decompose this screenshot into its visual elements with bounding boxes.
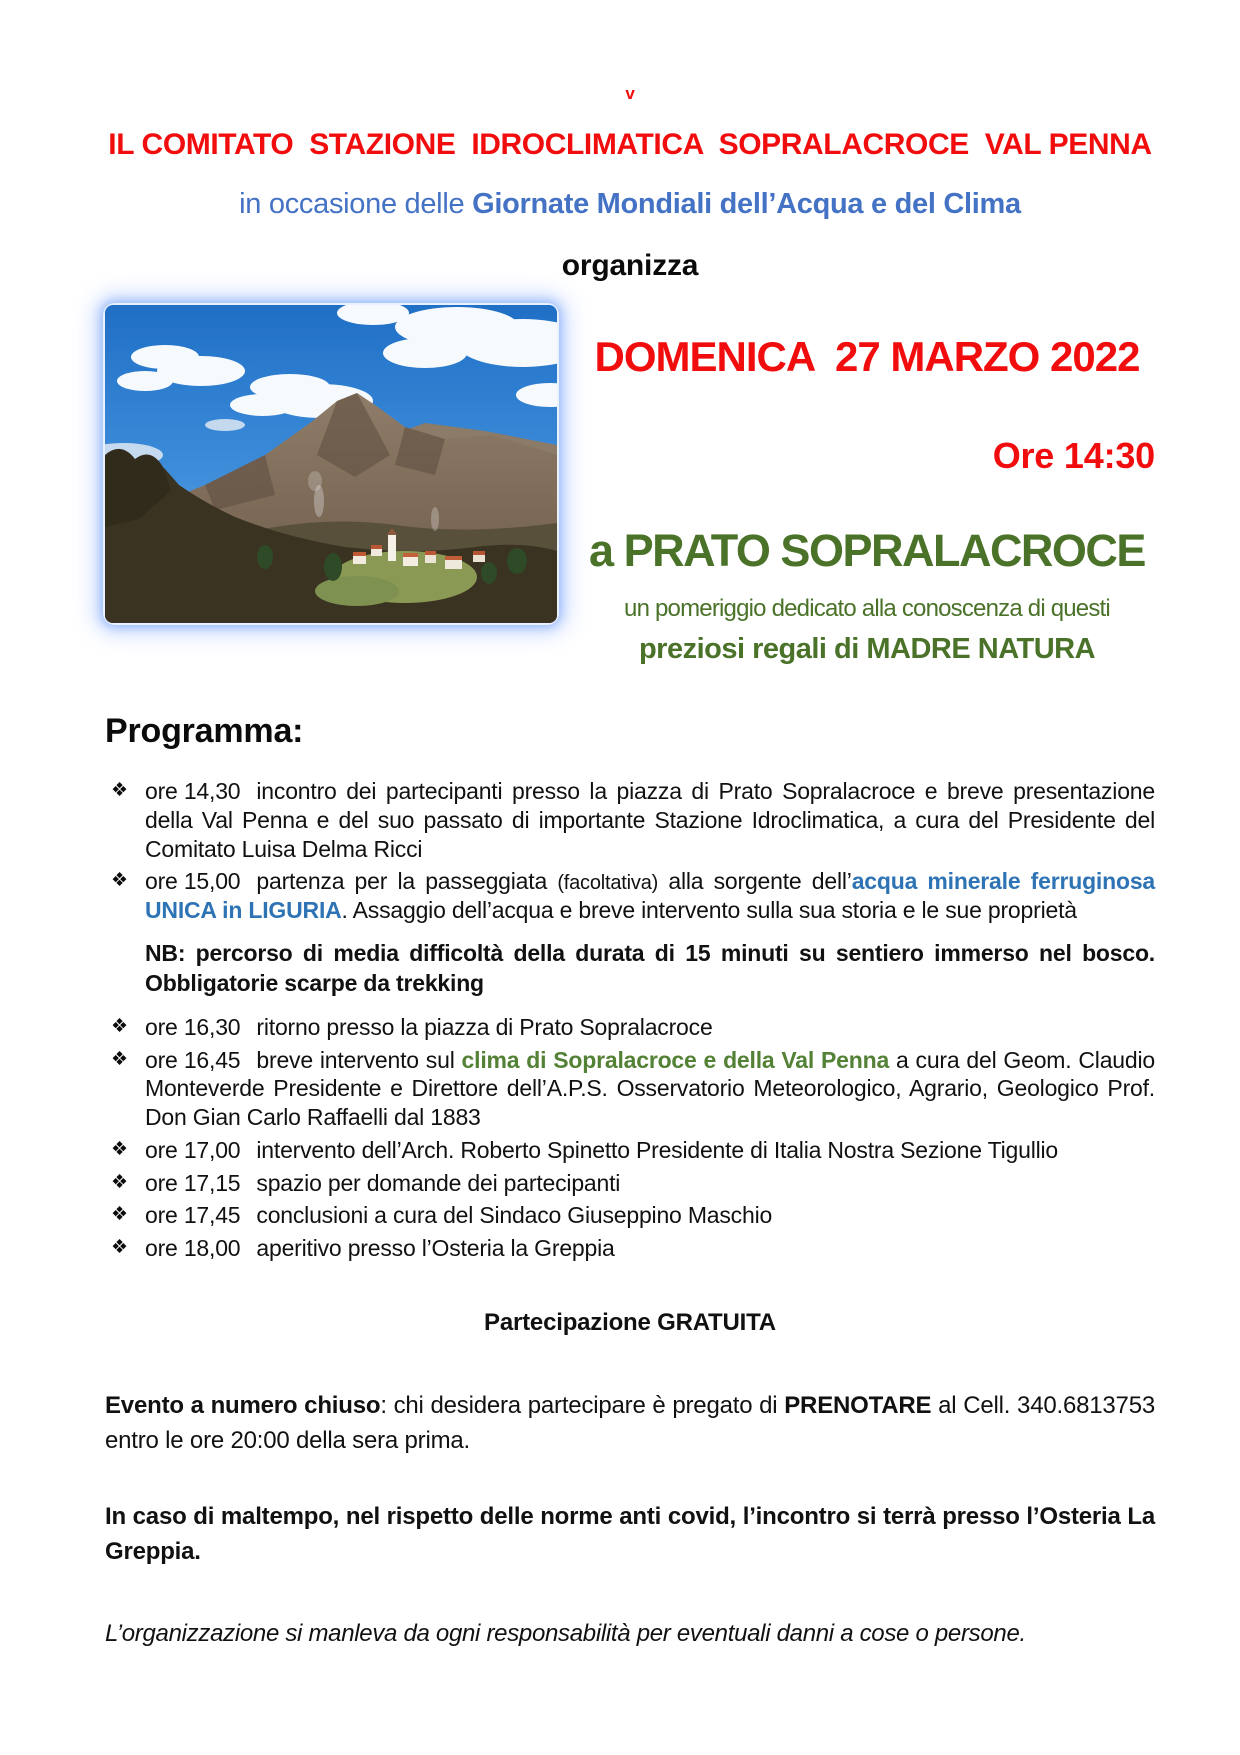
committee-title: IL COMITATO STAZIONE IDROCLIMATICA SOPRALACROCE VAL PENNA: [108, 128, 1152, 161]
item-text: partenza per la passeggiata: [256, 868, 558, 895]
program-item-1745: [105, 1201, 1155, 1230]
diamond-bullet-icon: ❖: [111, 1204, 128, 1226]
event-tagline-2: preziosi regali di MADRE NATURA: [638, 633, 1096, 665]
booking-lead: Evento a numero chiuso: [105, 1391, 381, 1419]
event-tagline-1: un pomeriggio dedicato alla conoscenza di questi: [624, 595, 1110, 622]
diamond-bullet-icon: ❖: [111, 1237, 128, 1259]
landscape-photo-graphic: [105, 305, 557, 623]
occasion-bold: Giornate Mondiali dell’Acqua e del Clima: [472, 188, 1021, 220]
event-place: a PRATO SOPRALACROCE: [589, 525, 1145, 576]
diamond-bullet-icon: ❖: [111, 1171, 128, 1193]
free-participation-label: Partecipazione GRATUITA: [484, 1308, 776, 1336]
booking-strong: PRENOTARE: [784, 1391, 932, 1419]
item-time: ore 16,45: [145, 1046, 241, 1073]
item-time: ore 14,30: [145, 778, 241, 804]
occasion-prefix: in occasione delle: [239, 188, 473, 220]
program-list: [105, 777, 1155, 925]
program-heading: Programma:: [105, 712, 304, 750]
diamond-bullet-icon: ❖: [111, 870, 128, 892]
item-time: ore 18,00: [145, 1235, 241, 1262]
item-text: ritorno presso la piazza di Prato Sopralacroce: [256, 1013, 713, 1040]
liability-disclaimer: L’organizzazione si manleva da ogni responsabilità per eventuali danni a cose o persone.: [105, 1619, 1026, 1647]
program-item-1700: [105, 1136, 1155, 1165]
event-time: Ore 14:30: [992, 435, 1155, 476]
program-list-continued: [105, 1013, 1155, 1263]
occasion-subtitle: [105, 188, 1155, 221]
booking-tail: al Cell. 340.6813753 entro le ore 20:00 della sera prima.: [105, 1391, 1155, 1454]
climate-highlight: clima di Sopralacroce e della Val Penna: [461, 1046, 890, 1073]
organizza-label: organizza: [561, 249, 699, 282]
program-item-1630: [105, 1013, 1155, 1042]
item-text: conclusioni a cura del Sindaco Giuseppino Maschio: [256, 1202, 773, 1229]
stray-mark: v: [625, 84, 635, 103]
event-details: [557, 305, 1155, 666]
item-text: aperitivo presso l’Osteria la Greppia: [256, 1235, 615, 1262]
program-item-1430: [105, 777, 1155, 863]
program-item-1645: [105, 1046, 1155, 1132]
item-text: incontro dei partecipanti presso la piazza di Prato Sopralacroce e breve presentazione della Val Penna e del suo passato di importante Stazione Idroclimatica, a cura del Presidente del Comitato Luisa Delma Ricci: [145, 778, 1155, 862]
program-item-1800: [105, 1234, 1155, 1263]
diamond-bullet-icon: ❖: [111, 1138, 128, 1160]
item-text-small: (facoltativa): [557, 872, 659, 895]
diamond-bullet-icon: ❖: [111, 1048, 128, 1070]
program-item-1715: [105, 1169, 1155, 1198]
item-time: ore 16,30: [145, 1013, 241, 1040]
event-date: DOMENICA 27 MARZO 2022: [594, 333, 1140, 380]
item-time: ore 17,45: [145, 1202, 241, 1229]
diamond-bullet-icon: ❖: [111, 780, 128, 801]
diamond-bullet-icon: ❖: [111, 1015, 128, 1037]
bad-weather-paragraph: In caso di maltempo, nel rispetto delle norme anti covid, l’incontro si terrà presso l’Osteria La Greppia.: [105, 1503, 1155, 1566]
nb-note: NB: percorso di media difficoltà della durata di 15 minuti su sentiero immerso nel bosco. Obbligatorie scarpe da trekking: [145, 940, 1155, 996]
item-time: ore 15,00: [145, 868, 241, 895]
booking-paragraph: [105, 1389, 1155, 1459]
item-text: a cura del Geom. Claudio Monteverde Presidente e Direttore dell’A.P.S. Osservatorio Meteorologico, Agrario, Geologico Prof. Don Gian Carlo Raffaelli dal 1883: [145, 1046, 1155, 1131]
mineral-water-highlight: acqua minerale ferruginosa UNICA in LIGURIA: [145, 868, 1155, 924]
landscape-photo: [105, 305, 557, 623]
item-text: intervento dell’Arch. Roberto Spinetto Presidente di Italia Nostra Sezione Tigullio: [256, 1136, 1059, 1163]
program-item-1500: [105, 867, 1155, 925]
item-time: ore 17,00: [145, 1136, 241, 1163]
booking-mid: : chi desidera partecipare è pregato di: [380, 1391, 785, 1419]
item-time: ore 17,15: [145, 1169, 241, 1196]
item-text: alla sorgente dell’: [658, 868, 852, 895]
item-text: . Assaggio dell’acqua e breve intervento sulla sua storia e le sue proprietà: [341, 897, 1077, 924]
item-text: breve intervento sul: [256, 1046, 462, 1073]
item-text: spazio per domande dei partecipanti: [256, 1169, 621, 1196]
hero-section: [105, 305, 1155, 666]
